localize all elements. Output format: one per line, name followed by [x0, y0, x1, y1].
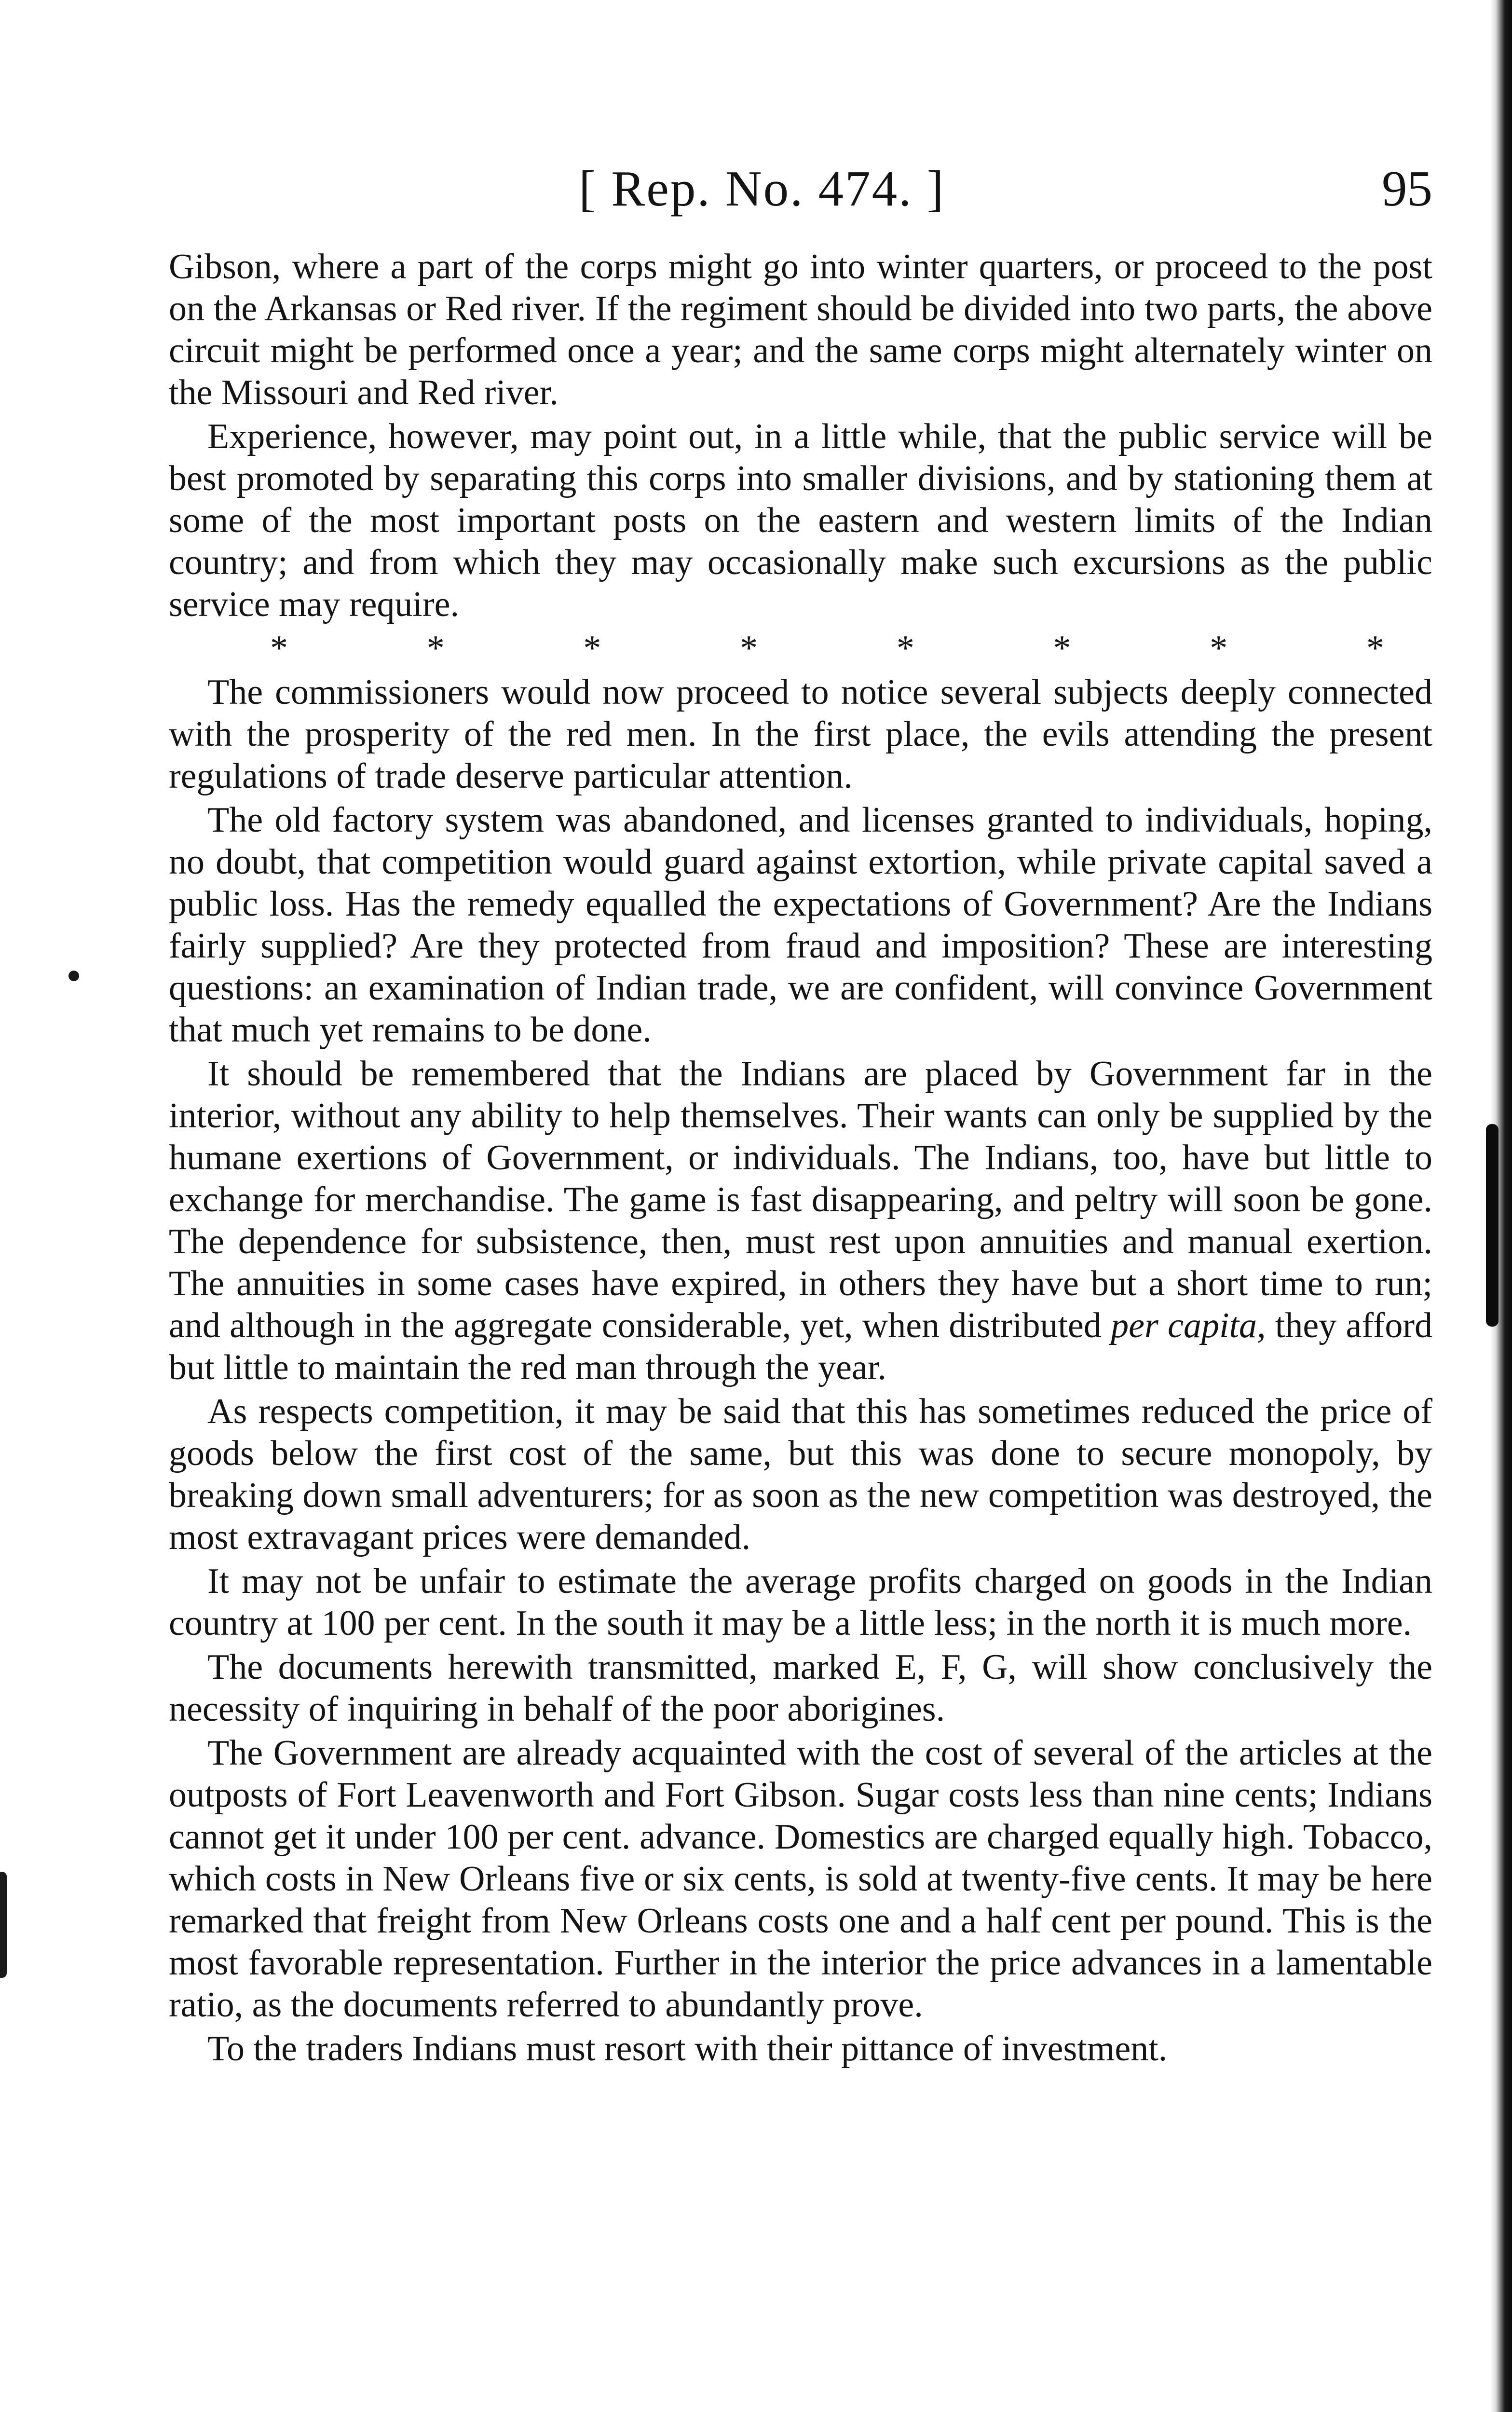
paragraph: The old factory system was abandoned, and licenses granted to individuals, hoping, no doubt, that competition would guard against extortion, while private capital saved a public loss. Has the remedy equalled the expectations of Government? Are the Indians fairly supplied? Are they protected from fraud and imposition? These are interesting questions: an examination of Indian trade, we are confident, will convince Government that much yet remains to be done. — [169, 800, 1432, 1050]
star: * — [583, 629, 601, 668]
star: * — [1053, 629, 1071, 668]
star: * — [1210, 629, 1228, 668]
star: * — [740, 629, 758, 668]
running-head: [ Rep. No. 474. ] — [579, 160, 945, 217]
star: * — [896, 629, 914, 668]
paragraph — [169, 1053, 1432, 1389]
section-break-stars — [169, 628, 1432, 670]
italic-phrase: per capita, — [1111, 1306, 1266, 1345]
page-number: 95 — [1382, 160, 1432, 217]
star: * — [270, 629, 288, 668]
paragraph-continuation: Gibson, where a part of the corps might go into winter quarters, or proceed to the post on the Arkansas or Red river. If the regiment should be divided into two parts, the above circuit might be performed once a year; and the same corps might alternately winter on the Missouri and Red river. — [169, 247, 1432, 412]
paragraph: It may not be unfair to estimate the average profits charged on goods in the Indian country at 100 per cent. In the south it may be a little less; in the north it is much more. — [169, 1562, 1432, 1643]
paragraph: As respects competition, it may be said that this has sometimes reduced the price of goods below the first cost of the same, but this was done to secure monopoly, by breaking down small adventurers; for as soon as the new competition was destroyed, the most extravagant prices were demanded. — [169, 1392, 1432, 1557]
star: * — [426, 629, 445, 668]
page-header — [169, 159, 1432, 222]
stray-ink-dot — [68, 971, 79, 981]
paragraph: The documents herewith transmitted, marked E, F, G, will show conclusively the necessity of inquiring in behalf of the poor aborigines. — [169, 1647, 1432, 1729]
scan-left-mark — [0, 1872, 7, 1978]
paragraph: The Government are already acquainted with the cost of several of the articles at the outposts of Fort Leavenworth and Fort Gibson. Sugar costs less than nine cents; Indians cannot get it under 100 per cent. advance. Domestics are charged equally high. Tobacco, which costs in New Orleans five or six cents, is sold at twenty-five cents. It may be here remarked that freight from New Orleans costs one and a half cent per pound. This is the most favorable representation. Further in the interior the price advances in a lamentable ratio, as the documents referred to abundantly prove. — [169, 1733, 1432, 2025]
page-body — [169, 246, 1432, 2072]
paragraph: The commissioners would now proceed to notice several subjects deeply connected with the prosperity of the red men. In the first place, the evils attending the present regulations of trade deserve particular attention. — [169, 672, 1432, 796]
paragraph-text: It should be remembered that the Indians are placed by Government far in the interior, without any ability to help themselves. Their wants can only be supplied by the humane exertions of Government, or individuals. The Indians, too, have but little to exchange for merchandise. The game is fast disappearing, and peltry will soon be gone. The dependence for subsistence, then, must rest upon annuities and manual exertion. The annuities in some cases have expired, in others they have but a short time to run; and although in the aggregate considerable, yet, when distributed — [169, 1054, 1432, 1345]
star: * — [1366, 629, 1384, 668]
paragraph-text: they afford but little to maintain the red man through the year. — [169, 1306, 1432, 1387]
scan-edge-mark — [1486, 1124, 1498, 1327]
paragraph: To the traders Indians must resort with their pittance of investment. — [207, 2029, 1168, 2069]
paragraph: Experience, however, may point out, in a little while, that the public service will be best promoted by separating this corps into smaller divisions, and by stationing them at some of the most important posts on the eastern and western limits of the Indian country; and from which they may occasionally make such excursions as the public service may require. — [169, 417, 1432, 624]
